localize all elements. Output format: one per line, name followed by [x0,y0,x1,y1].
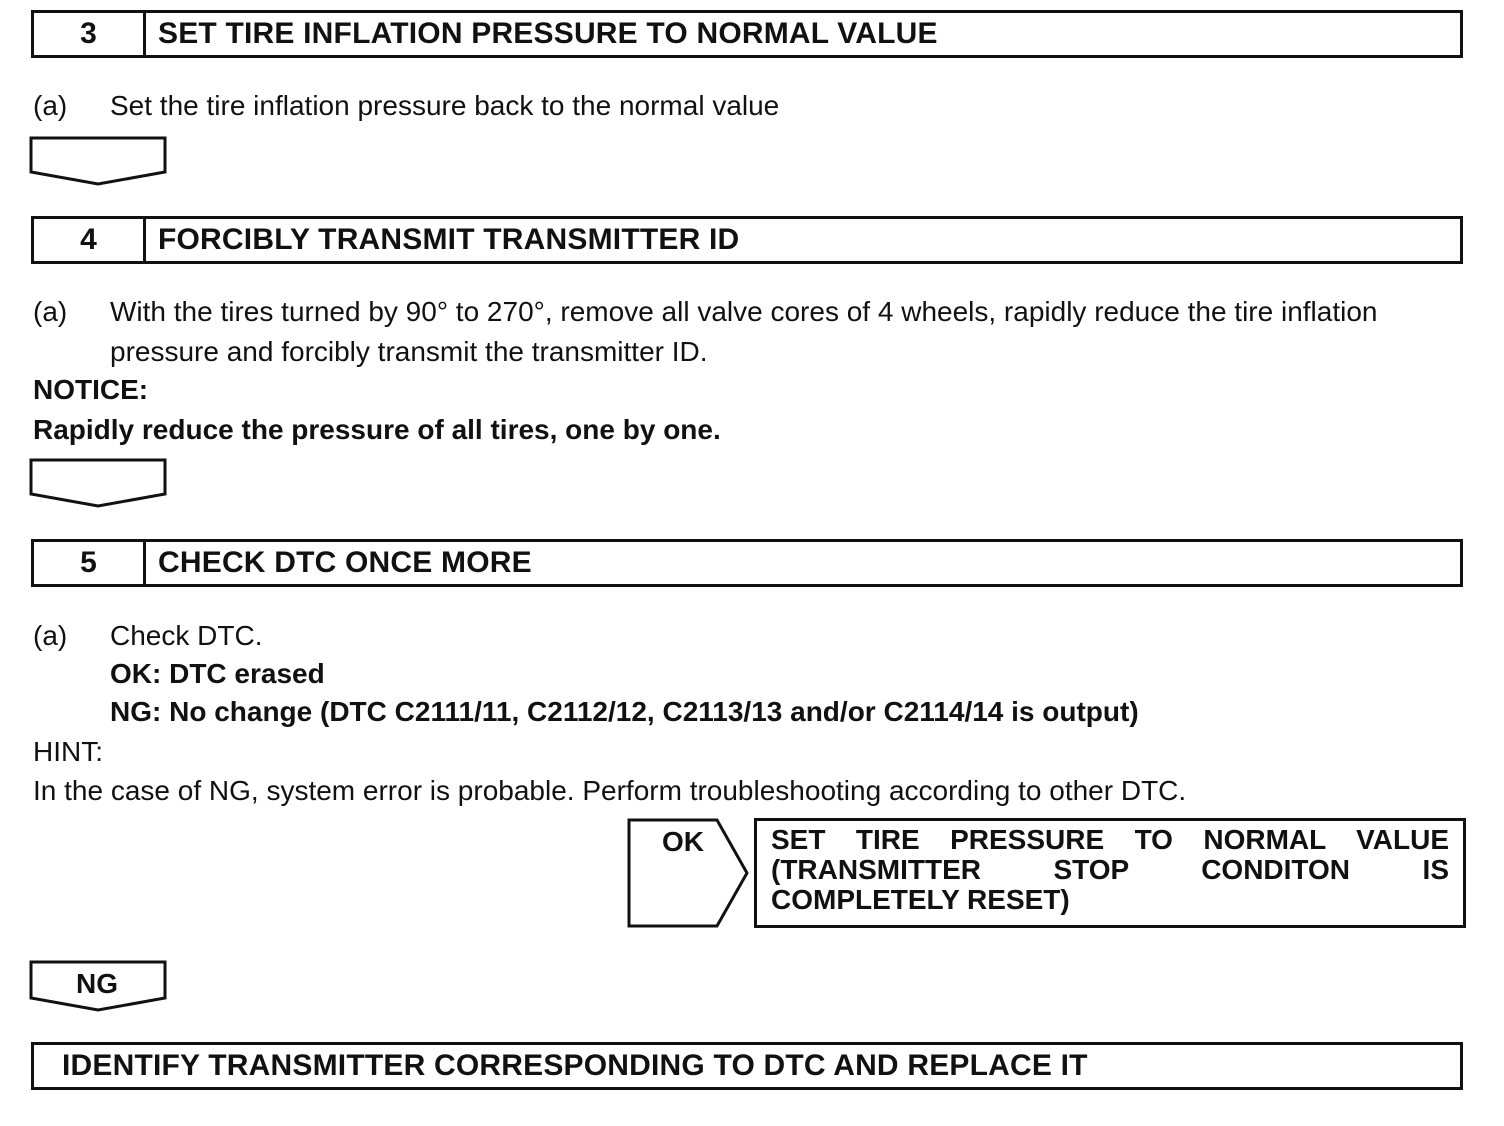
notice-heading: NOTICE: [33,374,149,405]
step-number: 5 [34,542,146,584]
ok-condition: OK: DTC erased [110,658,325,689]
ok-result-box [754,818,1466,928]
hint-text: In the case of NG, system error is probable. Perform troubleshooting according to other DTC. [33,775,1187,806]
ng-condition: NG: No change (DTC C2111/11, C2112/12, C2113/13 and/or C2114/14 is output) [110,696,1139,727]
step-5-instruction: Check DTC. [110,620,263,651]
step-number: 3 [34,13,146,55]
step-title: SET TIRE INFLATION PRESSURE TO NORMAL VALUE [158,17,938,50]
step-4-header [31,216,1463,264]
item-label: (a) [33,620,68,651]
final-action-text: IDENTIFY TRANSMITTER CORRESPONDING TO DTC AND REPLACE IT [62,1049,1088,1082]
step-5-header [31,539,1463,587]
notice-text: Rapidly reduce the pressure of all tires, one by one. [33,414,721,445]
step-3-header [31,10,1463,58]
step-4-instruction-line2: pressure and forcibly transmit the transmitter ID. [110,336,708,367]
down-arrow-icon [29,458,169,510]
item-label: (a) [33,90,68,121]
ng-branch-label: NG [76,968,118,999]
step-number: 4 [34,219,146,261]
ok-result-line3: COMPLETELY RESET) [771,884,1070,915]
ok-result-line2: (TRANSMITTER STOP CONDITON IS [771,854,1449,885]
step-4-instruction-line1: With the tires turned by 90° to 270°, remove all valve cores of 4 wheels, rapidly reduce the tire inflation [110,296,1378,327]
down-arrow-icon [29,136,169,188]
final-action-box [31,1042,1463,1090]
item-label: (a) [33,296,68,327]
step-title: CHECK DTC ONCE MORE [158,546,532,579]
hint-heading: HINT: [33,736,103,767]
step-3-instruction: Set the tire inflation pressure back to the normal value [110,90,780,121]
ok-result-line1: SET TIRE PRESSURE TO NORMAL VALUE [771,824,1449,855]
step-title: FORCIBLY TRANSMIT TRANSMITTER ID [158,223,740,256]
ok-branch-label: OK [662,826,704,857]
